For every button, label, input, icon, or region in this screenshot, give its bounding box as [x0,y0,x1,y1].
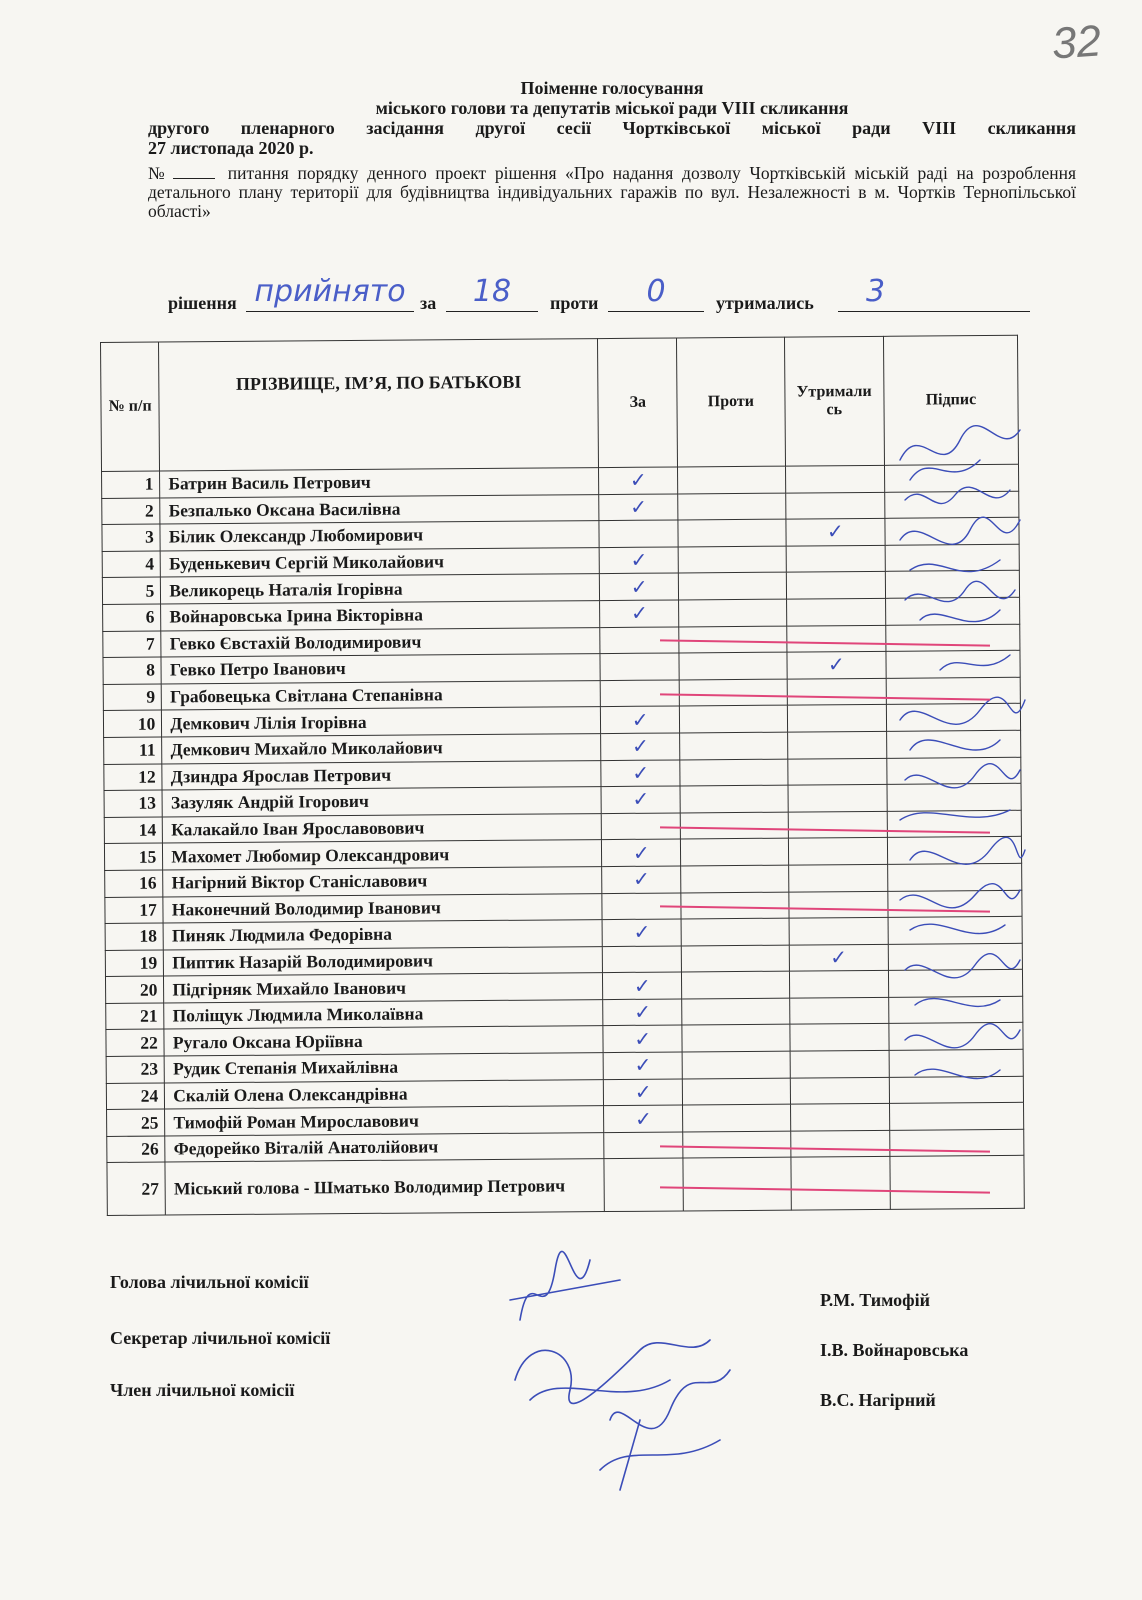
abstained-label: утримались [716,293,814,313]
vote-abstained-cell [790,1077,889,1104]
deputy-name: Підгірняк Михайло Іванович [164,973,603,1003]
row-number: 14 [104,817,163,844]
row-number: 11 [104,737,163,764]
col-abstained-header: Утримались [784,336,884,466]
deputy-name: Махомет Любомир Олександрович [163,840,602,870]
deputy-name: Тимофій Роман Мирославович [165,1106,604,1136]
vote-abstained-cell [785,492,884,519]
deputy-name: Пиняк Людмила Федорівна [163,920,602,950]
vote-for-cell: ✓ [603,999,682,1026]
vote-abstained-cell [786,572,885,599]
vote-abstained-cell [787,705,886,732]
deputy-name: Калакайло Іван Ярославовович [163,813,602,843]
deputy-name: Буденькевич Сергій Миколайович [160,547,599,577]
vote-for-cell [599,520,678,547]
vote-against-cell [678,546,786,573]
vote-for-cell: ✓ [600,600,679,627]
col-signature-header: Підпис [883,335,1018,465]
row-number: 25 [107,1109,166,1136]
vote-for-cell: ✓ [601,733,680,760]
vote-abstained-cell [789,971,888,998]
vote-abstained-cell: ✓ [786,519,885,546]
row-number: 13 [104,790,163,817]
vote-abstained-cell [786,598,885,625]
row-number: 2 [102,498,161,525]
vote-for-cell [603,946,682,973]
deputy-name: Міський голова - Шматько Володимир Петрович [165,1159,604,1215]
vote-abstained-cell [788,811,887,838]
row-number: 4 [102,551,161,578]
vote-for-cell: ✓ [604,1105,683,1132]
deputy-name: Безпалько Оксана Василівна [160,494,599,524]
vote-against-cell [680,732,788,759]
vote-against-cell [683,1158,791,1212]
vote-for-cell: ✓ [600,573,679,600]
secretary-label: Секретар лічильної комісії [110,1328,331,1348]
vote-against-cell [682,998,790,1025]
vote-for-cell: ✓ [601,759,680,786]
deputy-name: Дзиндра Ярослав Петрович [162,760,601,790]
abstained-value: 3 [866,274,886,309]
vote-abstained-cell: ✓ [787,651,886,678]
vote-abstained-cell [786,625,885,652]
row-number: 19 [105,950,164,977]
deputy-name: Грабовецька Світлана Степанівна [162,680,601,710]
row-number: 5 [102,577,161,604]
signature-scribble [900,426,1020,480]
vote-against-cell [681,838,789,865]
document-header [148,78,1076,221]
vote-abstained-cell [787,678,886,705]
vote-for-cell: ✓ [599,494,678,521]
row-number: 21 [106,1003,165,1030]
chair-signature [510,1251,620,1320]
vote-against-cell [679,652,787,679]
question-number-label: № [148,163,170,183]
vote-for-cell: ✓ [602,919,681,946]
table-row [107,1156,1024,1216]
deputy-name: Скалій Олена Олександрівна [165,1079,604,1109]
vote-abstained-cell [786,545,885,572]
vote-against-cell [682,1025,790,1052]
row-number: 8 [103,657,162,684]
deputy-name: Батрин Василь Петрович [160,468,599,498]
row-number: 23 [106,1056,165,1083]
deputy-name: Нагірний Віктор Станіславович [163,866,602,896]
member-name: В.С. Нагірний [820,1390,936,1410]
vote-against-cell [682,971,790,998]
vote-against-cell [680,759,788,786]
signature-scribble [905,1024,1020,1079]
vote-abstained-cell [787,758,886,785]
vote-for-cell [600,653,679,680]
row-number: 12 [104,764,163,791]
vote-for-cell: ✓ [604,1079,683,1106]
deputy-name: Ругало Оксана Юріївна [164,1026,603,1056]
signature-scribble [900,764,1020,820]
for-label: за [420,293,437,313]
vote-against-cell [679,599,787,626]
deputy-name: Войнаровська Ірина Вікторівна [161,601,600,631]
row-number: 22 [106,1029,165,1056]
col-for-header: За [598,338,678,468]
member-label: Член лічильної комісії [110,1380,295,1400]
row-number: 7 [103,631,162,658]
row-number: 17 [105,897,164,924]
vote-for-cell: ✓ [601,706,680,733]
decision-value: прийнято [254,274,406,309]
against-label: проти [550,293,599,313]
vote-against-cell [678,493,786,520]
vote-for-cell: ✓ [603,972,682,999]
vote-against-cell [680,785,788,812]
vote-abstained-cell [788,838,887,865]
vote-against-cell [683,1131,791,1158]
row-number: 9 [103,684,162,711]
row-number: 24 [106,1083,165,1110]
signature-scribble [905,581,1015,621]
title-date: 27 листопада 2020 р. [148,138,314,158]
row-number: 3 [102,524,161,551]
deputy-name: Гевко Євстахій Володимирович [161,627,600,657]
abstained-field [838,271,1030,312]
deputy-name: Зазуляк Андрій Ігорович [162,787,601,817]
vote-for-cell: ✓ [601,786,680,813]
vote-for-cell: ✓ [602,866,681,893]
vote-against-cell [678,519,786,546]
col-name-header: ПРІЗВИЩЕ, ІМ’Я, ПО БАТЬКОВІ [159,339,599,471]
deputy-name: Рудик Степанія Михайлівна [164,1053,603,1083]
deputy-name: Демкович Лілія Ігорівна [162,707,601,737]
vote-against-cell [681,865,789,892]
against-field [608,271,704,312]
vote-abstained-cell [788,891,887,918]
deputy-name: Демкович Михайло Миколайович [162,734,601,764]
vote-against-cell [680,705,788,732]
for-field [446,271,538,312]
row-number: 26 [107,1136,166,1163]
question-text: питання порядку денного проект рішення «Про надання дозволу Чортківській міській раді на розроблення детального плану території для будівництва індивідуальних гаражів по вул. Незалежності в м. Чортків Тернопільської області» [148,163,1076,221]
vote-for-cell [604,1158,683,1212]
chair-name: Р.М. Тимофій [820,1290,931,1310]
deputy-name: Пиптик Назарій Володимирович [164,946,603,976]
decision-field [246,271,414,312]
vote-for-cell: ✓ [599,467,678,494]
vote-abstained-cell [788,784,887,811]
deputy-signatures [880,420,1030,1140]
vote-abstained-cell [790,1104,889,1131]
row-number: 10 [103,710,162,737]
vote-abstained-cell [789,997,888,1024]
deputy-name: Поліщук Людмила Миколаївна [164,999,603,1029]
vote-abstained-cell [785,465,884,492]
vote-against-cell [679,679,787,706]
vote-against-cell [678,466,786,493]
secretary-name: І.В. Войнаровська [820,1340,969,1360]
for-value: 18 [472,274,512,309]
signature-scribble [900,517,1020,571]
signature-scribble [905,954,1020,1007]
row-number: 15 [104,843,163,870]
vote-against-cell [683,1104,791,1131]
agenda-question [148,164,1076,221]
signature-scribble [900,697,1025,750]
vote-against-cell [681,945,789,972]
voting-result [168,274,1058,322]
title-line-3: другого пленарного засідання другої сесії Чортківської міської ради VIII скликання [148,118,1076,138]
vote-against-cell [681,918,789,945]
vote-abstained-cell: ✓ [789,944,888,971]
col-against-header: Проти [677,337,785,467]
row-number: 18 [105,923,164,950]
vote-abstained-cell [791,1157,891,1211]
row-number: 16 [105,870,164,897]
vote-abstained-cell [788,864,887,891]
commission-signatures [500,1240,760,1500]
vote-for-cell: ✓ [602,839,681,866]
vote-against-cell [682,1078,790,1105]
secretary-signature [515,1340,710,1403]
vote-against-cell [679,572,787,599]
question-number-blank [173,166,215,179]
against-value: 0 [646,274,666,309]
vote-abstained-cell [790,1130,889,1157]
page-number: 32 [1050,16,1103,69]
vote-for-cell: ✓ [600,547,679,574]
signature-scribble [910,837,1025,864]
row-number: 20 [105,976,164,1003]
vote-against-cell [682,1051,790,1078]
deputy-name: Білик Олександр Любомирович [160,521,599,551]
decision-label: рішення [168,293,237,313]
signature-cell [890,1156,1025,1210]
chair-label: Голова лічильної комісії [110,1272,309,1292]
vote-against-cell [680,812,788,839]
vote-for-cell: ✓ [603,1052,682,1079]
row-number: 1 [102,471,161,498]
deputy-name: Гевко Петро Іванович [161,654,600,684]
deputy-name: Федорейко Віталій Анатолійович [165,1132,604,1162]
signature-scribble [940,655,1010,670]
vote-abstained-cell [790,1024,889,1051]
vote-abstained-cell [789,917,888,944]
member-signature [600,1370,730,1490]
signature-scribble [905,487,1010,503]
col-num-header: № п/п [101,342,160,471]
vote-for-cell: ✓ [603,1025,682,1052]
title-line-2: міського голови та депутатів міської ради VIII скликання [375,98,849,118]
vote-abstained-cell [787,731,886,758]
title-line-1: Поіменне голосування [520,78,704,98]
row-number: 6 [103,604,162,631]
row-number: 27 [107,1162,166,1215]
deputy-name: Наконечний Володимир Іванович [163,893,602,923]
vote-abstained-cell [790,1050,889,1077]
deputy-name: Великорець Наталія Ігорівна [161,574,600,604]
